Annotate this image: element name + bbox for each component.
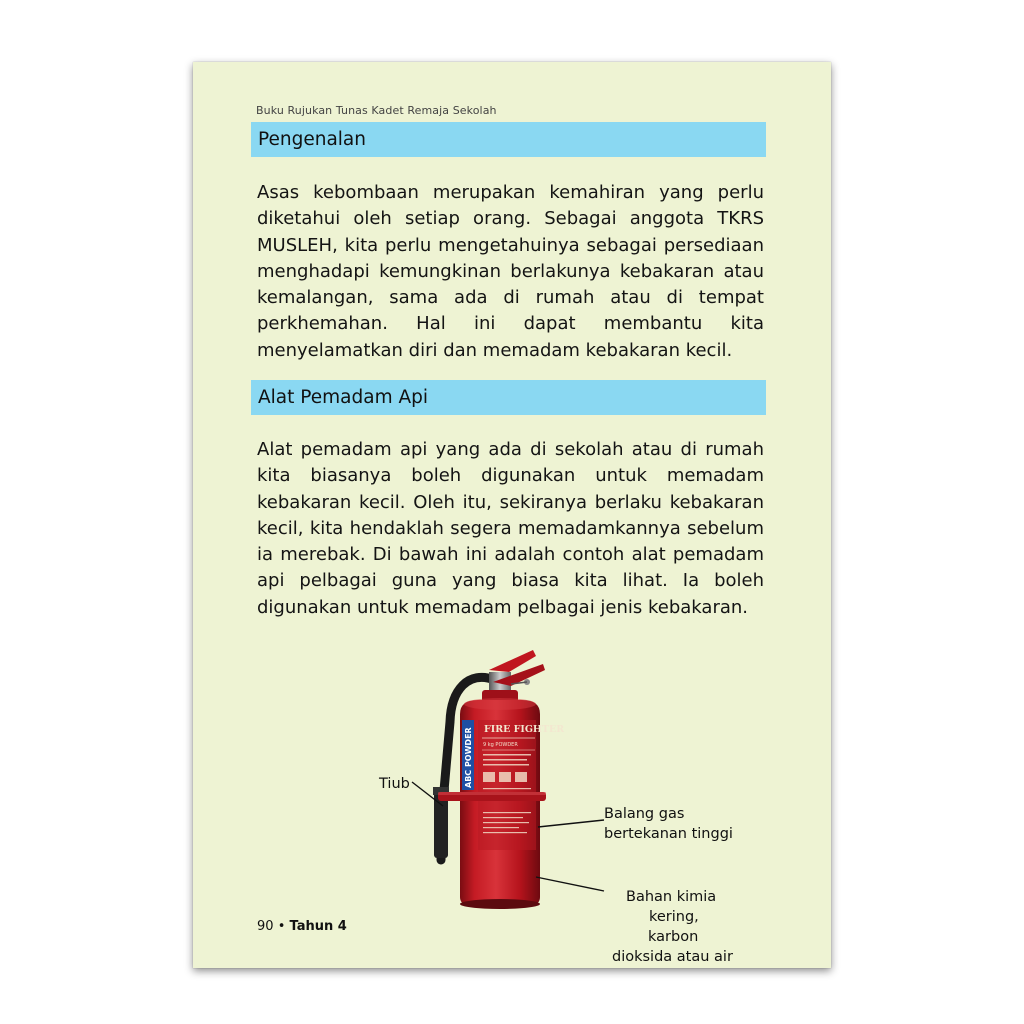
leader-cylinder bbox=[538, 820, 604, 827]
label-cylinder-1: Balang gas bbox=[604, 806, 685, 822]
leader-chemical bbox=[536, 877, 604, 891]
page-footer bbox=[257, 919, 347, 934]
label-chemical-1: Bahan kimia bbox=[626, 889, 717, 905]
label-hose: Tiub bbox=[379, 776, 410, 792]
fire-extinguisher-illustration bbox=[193, 642, 831, 912]
section-heading-alat-pemadam-api bbox=[251, 380, 766, 415]
page-number: 90 bbox=[257, 919, 274, 934]
nozzle bbox=[434, 792, 448, 858]
label-chemical-2: kering, bbox=[649, 909, 699, 925]
brand-text: FIRE FIGHTER bbox=[484, 724, 565, 735]
label-chemical-3: karbon bbox=[648, 929, 699, 945]
svg-text:9 kg POWDER: 9 kg POWDER bbox=[483, 742, 518, 748]
running-head: Buku Rujukan Tunas Kadet Remaja Sekolah bbox=[256, 104, 497, 117]
side-label-text: ABC POWDER bbox=[464, 727, 473, 788]
section-heading-label: Pengenalan bbox=[258, 129, 366, 150]
handle-top bbox=[489, 650, 536, 672]
section-heading-label: Alat Pemadam Api bbox=[258, 387, 429, 408]
footer-bullet: • bbox=[277, 919, 286, 934]
paragraph-alat-pemadam-api: Alat pemadam api yang ada di sekolah atau di rumah kita biasanya boleh digunakan untuk memadam kebakaran kecil. Oleh itu, sekiranya berlaku kebakaran kecil, kita hendaklah segera memadamkannya sebelum ia merebak. Di bawah ini adalah contoh alat pemadam api pelbagai guna yang biasa kita lihat. Ia boleh digunakan untuk memadam pelbagai jenis kebakaran. bbox=[257, 439, 764, 618]
section-heading-pengenalan bbox=[251, 122, 766, 157]
footer-grade-label: Tahun 4 bbox=[289, 919, 347, 934]
paragraph-pengenalan: Asas kebombaan merupakan kemahiran yang perlu diketahui oleh setiap orang. Sebagai anggota TKRS MUSLEH, kita perlu mengetahuinya sebagai persediaan menghadapi kemungkinan berlakunya kebakaran atau kemalangan, sama ada di rumah atau di tempat perkhemahan. Hal ini dapat membantu kita menyelamatkan diri dan memadam kebakaran kecil. bbox=[257, 182, 764, 361]
book-page bbox=[193, 62, 831, 968]
label-cylinder-2: bertekanan tinggi bbox=[604, 826, 733, 842]
label-chemical-4: dioksida atau air bbox=[612, 949, 733, 965]
